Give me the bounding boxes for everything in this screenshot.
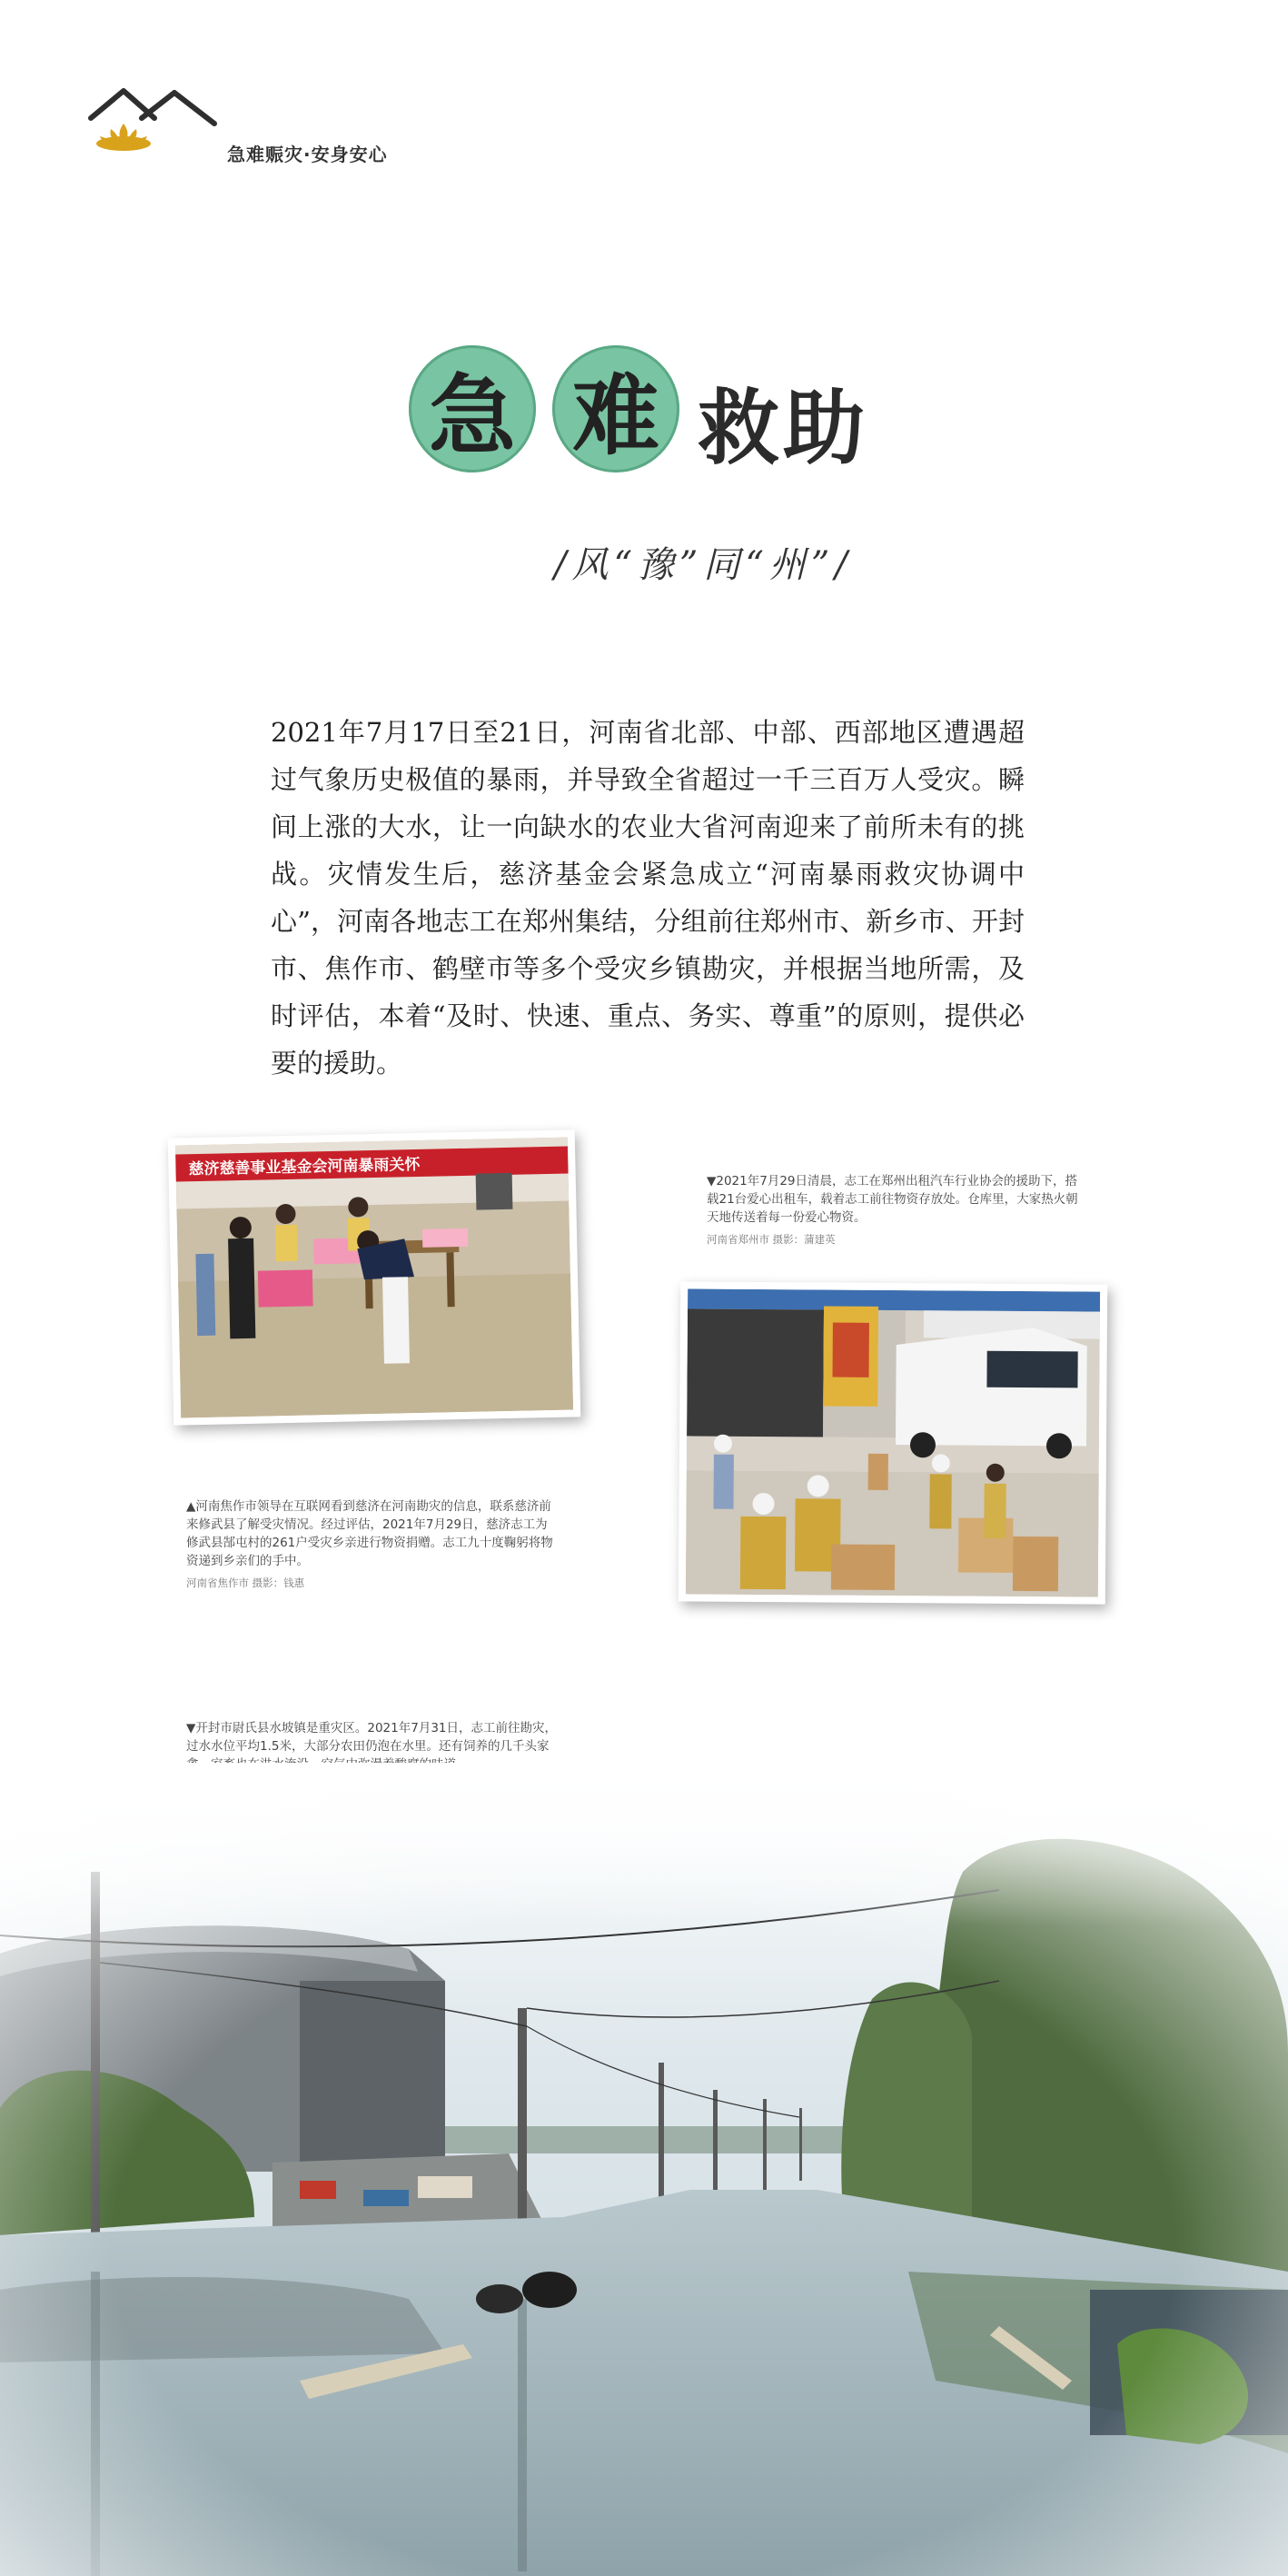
page-title <box>409 345 917 482</box>
title-char-1: 急 <box>409 345 536 472</box>
title-char-2: 难 <box>552 345 679 472</box>
intro-paragraph: 2021年7月17日至21日，河南省北部、中部、西部地区遭遇超过气象历史极值的暴雨，并导致全省超过一千三百万人受灾。瞬间上涨的大水，让一向缺水的农业大省河南迎来了前所未有的挑战。灾情发生后，慈济基金会紧急成立“河南暴雨救灾协调中心”，河南各地志工在郑州集结，分组前往郑州市、新乡市、开封市、焦作市、鹤壁市等多个受灾乡镇勘灾，并根据当地所需，及时评估，本着“及时、快速、重点、务实、尊重”的原则，提供必要的援助。 <box>271 717 1025 1079</box>
caption-text: ▲河南焦作市领导在互联网看到慈济在河南勘灾的信息，联系慈济前来修武县了解受灾情况。经过评估，2021年7月29日，慈济志工为修武县郜屯村的261户受灾乡亲进行物资捐赠。志工九十度鞠躬将物资递到乡亲们的手中。 <box>186 1499 553 1568</box>
caption-credit: 河南省焦作市 摄影：钱惠 <box>186 1576 305 1589</box>
photo-warehouse <box>679 1281 1107 1604</box>
title-rest: 救助 <box>698 380 868 476</box>
caption-text: ▼开封市尉氏县水坡镇是重灾区。2021年7月31日，志工前往勘灾，过水水位平均1.5米，大部分农田仍泡在水里。还有饲养的几千头家 <box>186 1721 558 1754</box>
logo-icon <box>87 87 233 169</box>
photo-distribution <box>168 1129 581 1425</box>
caption-text: ▼2021年7月29日清晨，志工在郑州出租汽车行业协会的援助下，搭载21台爱心出租车，载着志工前往物资存放处。仓库里，大家热火朝天地传送着每一份爱心物资。 <box>707 1174 1078 1225</box>
photo-banner-text: 慈济慈善事业基金会河南暴雨关怀 <box>188 1155 421 1179</box>
photo-flooded-street <box>0 1763 1288 2576</box>
caption-warehouse <box>707 1172 1081 1248</box>
logo-text: 急难赈灾·安身安心 <box>227 144 388 165</box>
caption-credit: 河南省郑州市 摄影：蒲建英 <box>707 1233 836 1246</box>
caption-distribution <box>186 1497 554 1592</box>
subtitle: /风“豫”同“州”/ <box>554 544 853 586</box>
